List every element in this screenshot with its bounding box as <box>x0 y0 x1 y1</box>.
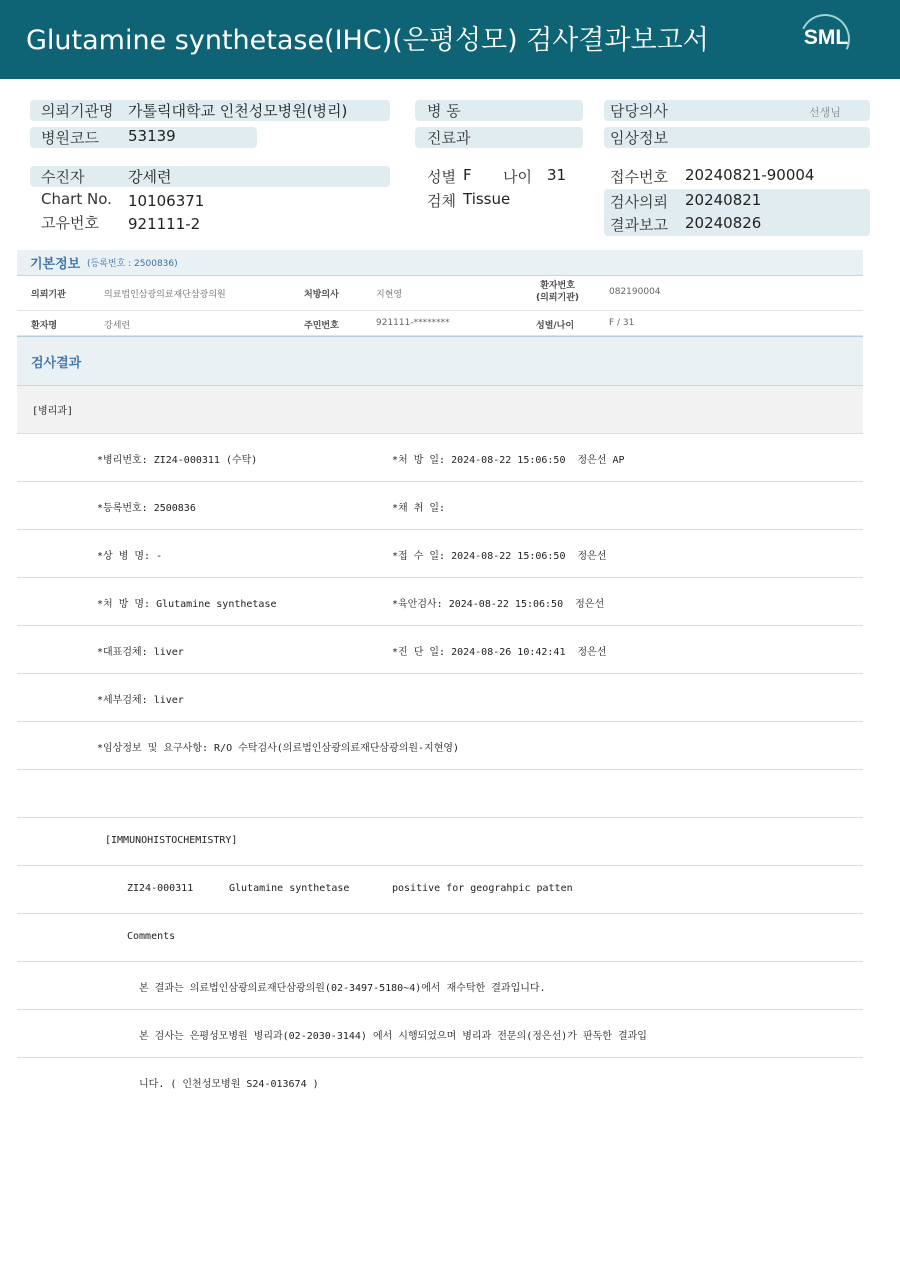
patient-no-label-line2: (의뢰기관) <box>536 293 580 303</box>
request-value: 20240821 <box>685 191 762 209</box>
main-specimen: *대표검체: liver <box>97 647 184 658</box>
unique-id-value: 921111-2 <box>128 215 201 233</box>
report-value: 20240826 <box>685 214 762 232</box>
prescriber-value: 지현영 <box>376 290 403 300</box>
org-label: 의뢰기관명 <box>41 102 114 120</box>
ihc-result: positive for geograhpic patten <box>392 883 573 894</box>
ihc-title-row <box>17 818 863 866</box>
patient-no-value: 082190004 <box>609 287 661 297</box>
basic-info-reg-no: (등록번호 : 2500836) <box>87 259 178 269</box>
unique-id-label: 고유번호 <box>41 214 99 232</box>
comment-row-1 <box>17 962 863 1010</box>
request-label: 검사의뢰 <box>610 193 668 211</box>
basic-info-title: 기본정보 <box>30 257 81 272</box>
result-row-4 <box>17 578 863 626</box>
sex-value: F <box>463 166 472 184</box>
prescription-name: *처 방 명: Glutamine synthetase <box>97 599 277 610</box>
patient-name-value: 강세련 <box>128 168 172 186</box>
patient-name-value-2: 강세련 <box>104 321 131 331</box>
doctor-label: 담당의사 <box>610 102 668 120</box>
report-title: Glutamine synthetase(IHC)(은평성모) 검사결과보고서 <box>26 25 709 56</box>
result-row-2 <box>17 482 863 530</box>
report-label: 결과보고 <box>610 216 668 234</box>
comment-row-3 <box>17 1058 863 1106</box>
sex-age-value: F / 31 <box>609 318 635 328</box>
sex-label: 성별 <box>427 168 456 186</box>
detail-specimen: *세부검체: liver <box>97 695 184 706</box>
ihc-name: Glutamine synthetase <box>229 883 350 894</box>
age-label: 나이 <box>503 168 532 186</box>
sex-age-label: 성별/나이 <box>536 321 575 331</box>
rrn-label: 주민번호 <box>304 321 339 331</box>
result-row-6 <box>17 674 863 722</box>
pathology-no: *병리번호: ZI24-000311 (수탁) <box>97 455 258 466</box>
hospital-code-label: 병원코드 <box>41 129 99 147</box>
result-row-1 <box>17 434 863 482</box>
ward-label: 병 동 <box>427 102 461 120</box>
comment-row-2 <box>17 1010 863 1058</box>
comment-2: 본 검사는 은평성모병원 병리과(02-2030-3144) 에서 시행되었으며 병리과 전문의(정은선)가 판독한 결과입 <box>139 1031 647 1042</box>
ihc-result-row <box>17 866 863 914</box>
receipt-date: *접 수 일: 2024-08-22 15:06:50 정은선 <box>392 551 607 562</box>
comments-row <box>17 914 863 962</box>
gross-exam: *육안검사: 2024-08-22 15:06:50 정은선 <box>392 599 605 610</box>
age-value: 31 <box>547 166 567 184</box>
dept-row <box>17 386 863 434</box>
dept-text: [병리과] <box>32 406 74 417</box>
patient-name-label: 수진자 <box>41 168 85 186</box>
patient-name-label-2: 환자명 <box>31 321 58 331</box>
specimen-label: 검체 <box>427 192 456 210</box>
prescription-date: *처 방 일: 2024-08-22 15:06:50 정은선 AP <box>392 455 625 466</box>
basic-info-header <box>17 250 863 276</box>
results-header <box>17 336 863 386</box>
result-row-7 <box>17 722 863 770</box>
ihc-title: [IMMUNOHISTOCHEMISTRY] <box>105 835 238 846</box>
inst-value: 의료법인삼광의료재단삼광의원 <box>104 290 226 300</box>
receipt-value: 20240821-90004 <box>685 166 815 184</box>
ihc-no: ZI24-000311 <box>127 883 194 894</box>
report-header <box>0 0 900 79</box>
results-title: 검사결과 <box>31 356 82 371</box>
receipt-label: 접수번호 <box>610 168 668 186</box>
patient-no-label-line1: 환자번호 <box>540 281 575 291</box>
comment-3: 니다. ( 인천성모병원 S24-013674 ) <box>139 1079 319 1090</box>
chart-no-label: Chart No. <box>41 190 112 208</box>
logo-text: SML <box>803 26 849 49</box>
registration-no: *등록번호: 2500836 <box>97 503 196 514</box>
dept-label: 진료과 <box>427 129 471 147</box>
chart-no-value: 10106371 <box>128 192 205 210</box>
sml-logo <box>800 14 852 66</box>
specimen-value: Tissue <box>463 190 511 208</box>
basic-info-row-1 <box>17 276 863 311</box>
diagnosis-name: *상 병 명: - <box>97 551 163 562</box>
hospital-code-value: 53139 <box>128 127 176 145</box>
comment-1: 본 결과는 의료법인삼광의료재단삼광의원(02-3497-5180~4)에서 재수탁한 결과입니다. <box>139 983 546 994</box>
clinical-label: 임상정보 <box>610 129 668 147</box>
patient-no-label <box>536 280 579 304</box>
basic-info-row-2 <box>17 311 863 336</box>
inst-label: 의뢰기관 <box>31 290 66 300</box>
result-row-3 <box>17 530 863 578</box>
result-row-blank <box>17 770 863 818</box>
collection-date: *채 취 일: <box>392 503 446 514</box>
comments-label: Comments <box>127 931 176 942</box>
result-row-5 <box>17 626 863 674</box>
org-value: 가톨릭대학교 인천성모병원(병리) <box>128 102 348 120</box>
doctor-suffix: 선생님 <box>809 106 841 119</box>
clinical-request: *임상정보 및 요구사항: R/O 수탁검사(의료법인삼광의료재단삼광의원-지현영) <box>97 743 460 754</box>
rrn-value: 921111-******** <box>376 318 450 328</box>
diagnosis-date: *진 단 일: 2024-08-26 10:42:41 정은선 <box>392 647 607 658</box>
prescriber-label: 처방의사 <box>304 290 339 300</box>
